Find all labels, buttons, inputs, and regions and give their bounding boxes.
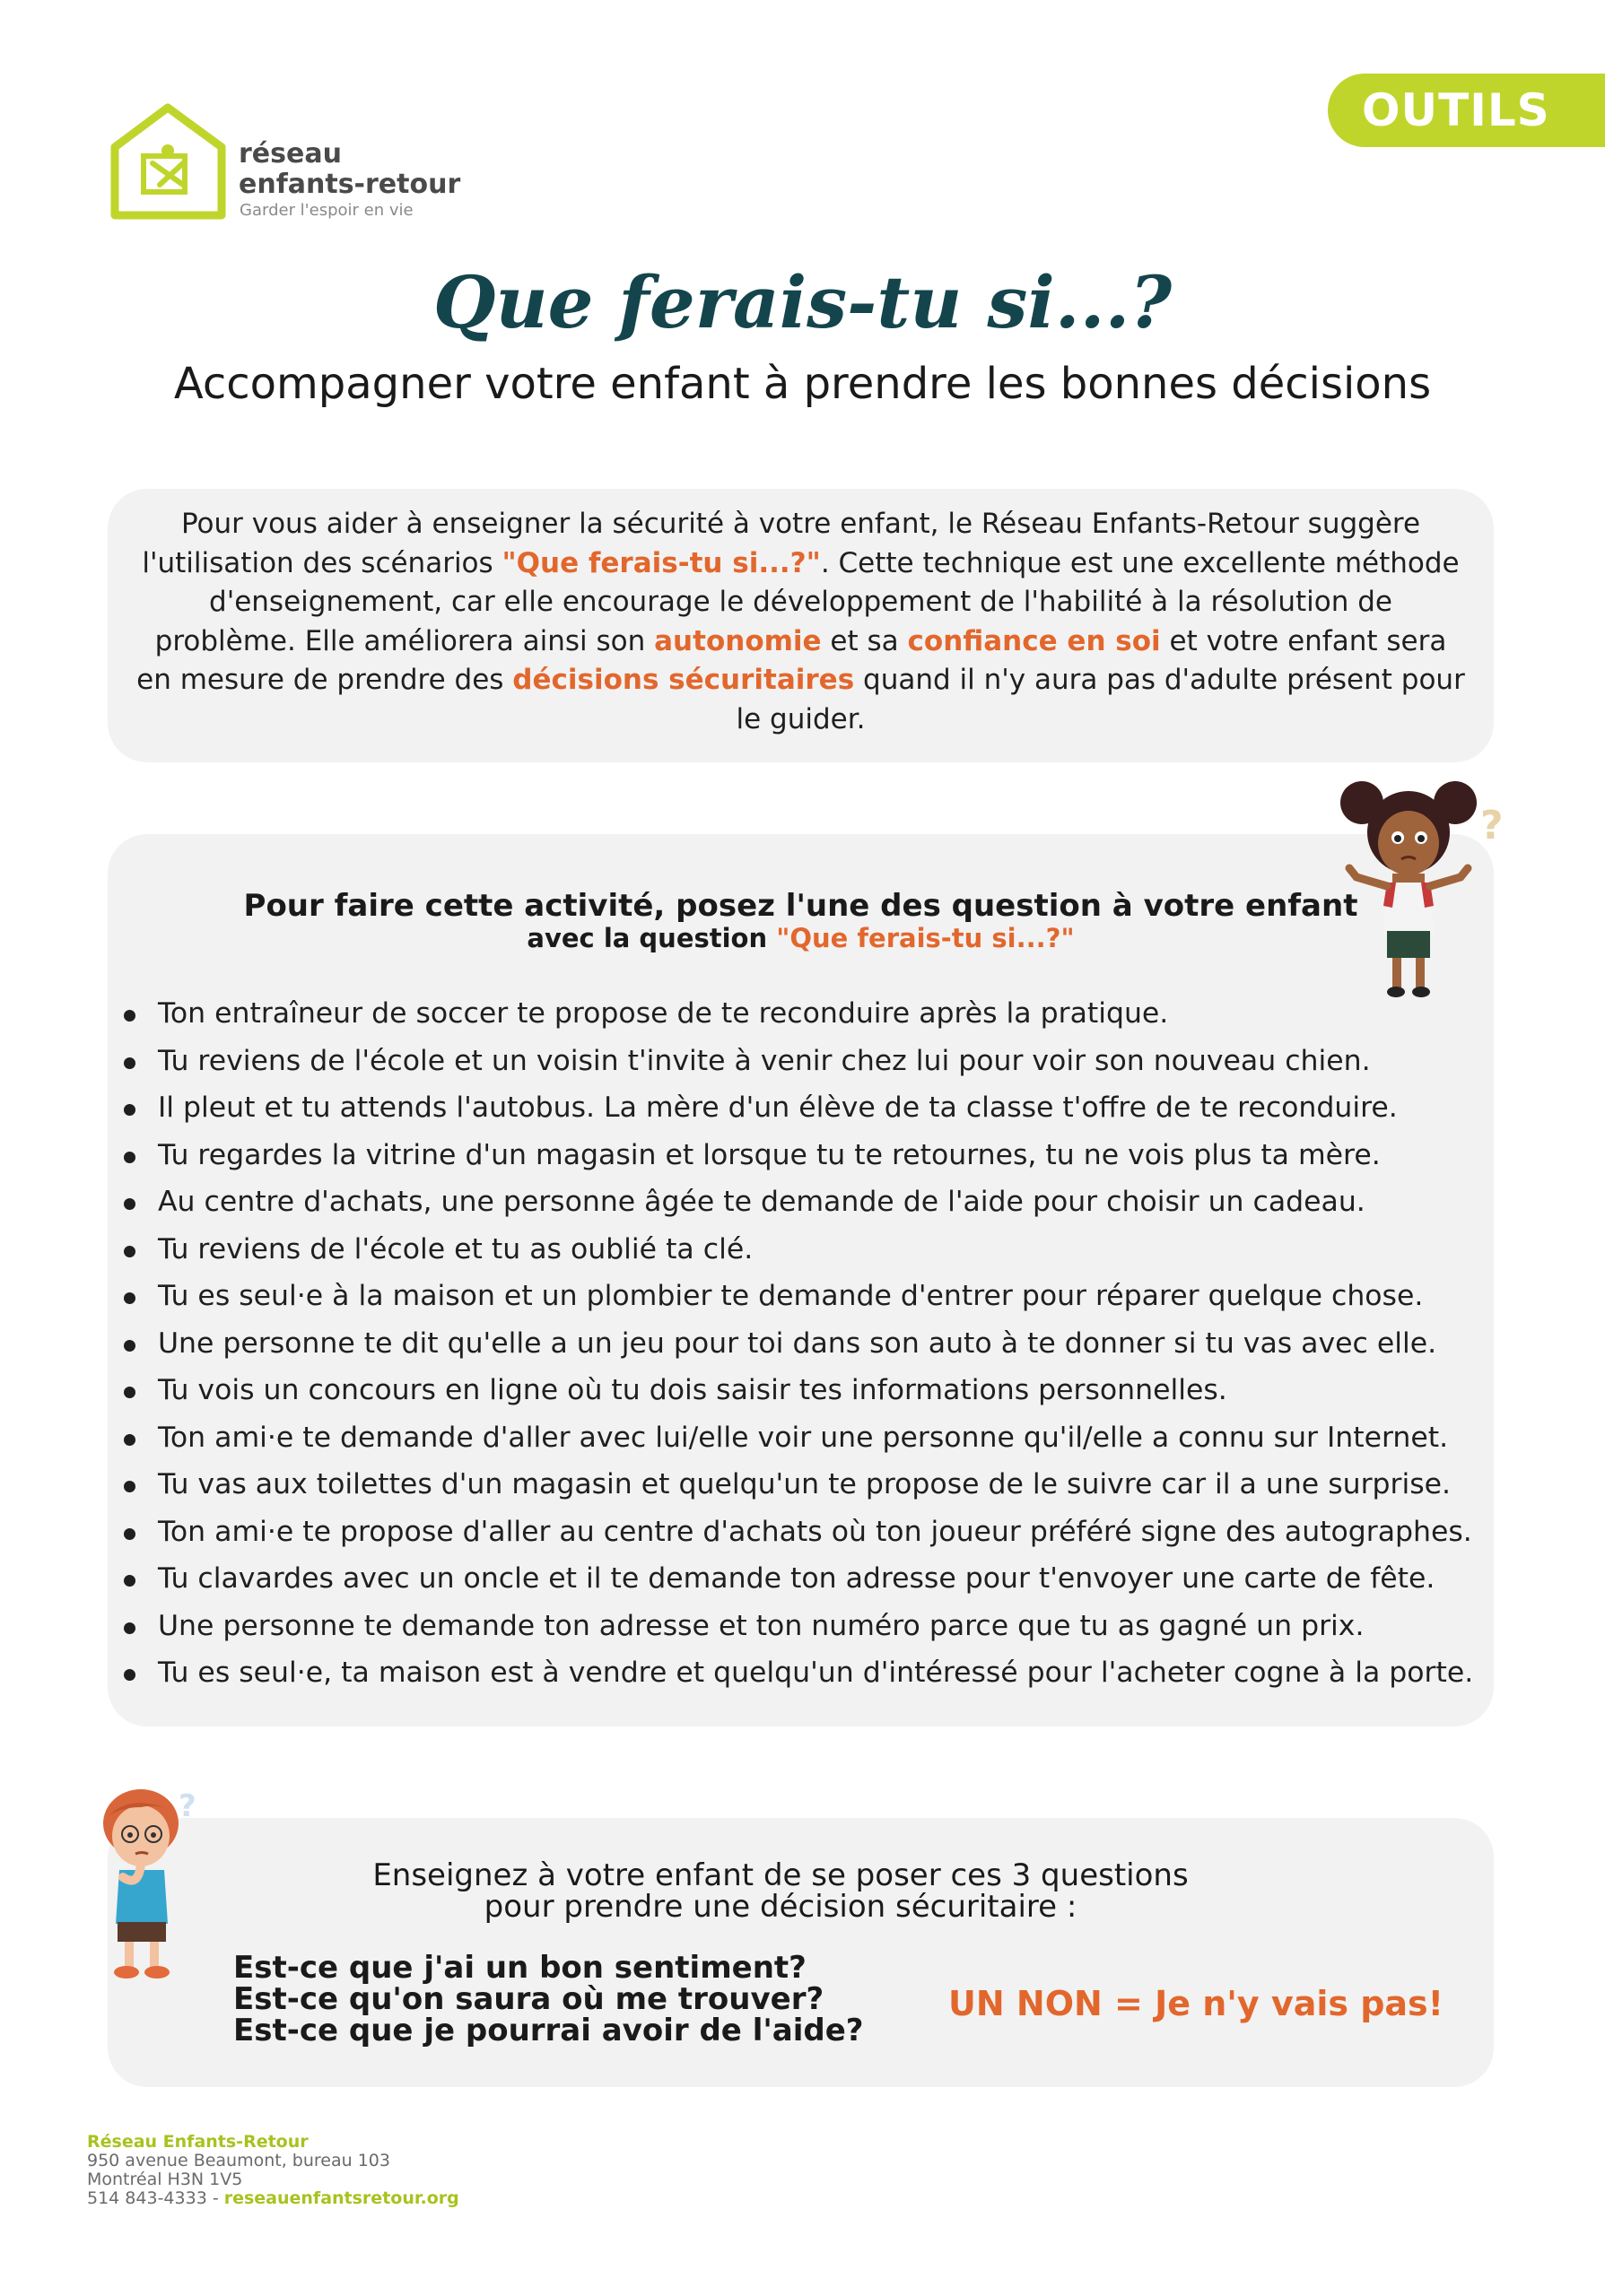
list-item: Tu es seul·e à la maison et un plombier te demande d'entrer pour réparer quelque chose. bbox=[124, 1275, 1487, 1323]
question-3: Est-ce que je pourrai avoir de l'aide? bbox=[233, 2013, 864, 2048]
page-subtitle: Accompagner votre enfant à prendre les bonnes décisions bbox=[173, 359, 1432, 409]
list-item: Ton ami·e te propose d'aller au centre d'achats où ton joueur préféré signe des autographes. bbox=[124, 1511, 1487, 1559]
footer-website-link[interactable]: reseauenfantsretour.org bbox=[223, 2188, 459, 2208]
list-item: Il pleut et tu attends l'autobus. La mère d'un élève de ta classe t'offre de te reconduire. bbox=[124, 1087, 1487, 1135]
list-item: Une personne te dit qu'elle a un jeu pour toi dans son auto à te donner si tu vas avec elle. bbox=[124, 1323, 1487, 1370]
list-item: Ton entraîneur de soccer te propose de te reconduire après la pratique. bbox=[124, 993, 1487, 1040]
logo-wordmark bbox=[239, 139, 460, 200]
house-logo-icon bbox=[108, 100, 229, 222]
question-1: Est-ce que j'ai un bon sentiment? bbox=[233, 1950, 807, 1986]
page-title: Que ferais-tu si...? bbox=[432, 260, 1173, 344]
svg-text:?: ? bbox=[1480, 803, 1504, 848]
footer-contact bbox=[87, 2189, 459, 2208]
footer-address1: 950 avenue Beaumont, bureau 103 bbox=[87, 2151, 390, 2170]
outils-tag: OUTILS bbox=[1328, 74, 1605, 147]
intro-highlight-autonomie: autonomie bbox=[654, 624, 822, 657]
intro-text-4: et votre enfant sera en mesure de prendre des bbox=[136, 624, 1447, 696]
confused-girl-illustration bbox=[1337, 771, 1507, 1004]
list-item: Tu regardes la vitrine d'un magasin et lorsque tu te retournes, tu ne vois plus ta mère. bbox=[124, 1135, 1487, 1182]
svg-text:?: ? bbox=[179, 1788, 196, 1824]
questions-intro-line2: pour prendre une décision sécuritaire : bbox=[484, 1889, 1077, 1925]
footer-address2: Montréal H3N 1V5 bbox=[87, 2170, 243, 2189]
activity-sub-prefix: avec la question bbox=[527, 923, 777, 953]
intro-text-3: et sa bbox=[821, 624, 908, 657]
list-item: Ton ami·e te demande d'aller avec lui/elle voir une personne qu'il/elle a connu sur Internet. bbox=[124, 1417, 1487, 1465]
list-item: Tu es seul·e, ta maison est à vendre et quelqu'un d'intéressé pour l'acheter cogne à la porte. bbox=[124, 1652, 1487, 1700]
list-item: Tu vas aux toilettes d'un magasin et quelqu'un te propose de le suivre car il a une surprise. bbox=[124, 1464, 1487, 1511]
list-item: Tu reviens de l'école et un voisin t'invite à venir chez lui pour voir son nouveau chien. bbox=[124, 1040, 1487, 1088]
footer-phone: 514 843-4333 - bbox=[87, 2188, 224, 2208]
list-item: Au centre d'achats, une personne âgée te demande de l'aide pour choisir un cadeau. bbox=[124, 1181, 1487, 1229]
intro-text-1: Pour vous aider à enseigner la sécurité à votre enfant, le Réseau Enfants-Retour suggère l'utilisation des scénarios bbox=[142, 508, 1421, 579]
activity-sub-highlight: "Que ferais-tu si...?" bbox=[776, 923, 1075, 953]
footer bbox=[87, 2133, 459, 2208]
intro-highlight-confiance: confiance en soi bbox=[907, 624, 1161, 657]
intro-text-5: quand il n'y aura pas d'adulte présent pour le guider. bbox=[736, 664, 1465, 735]
list-item: Tu vois un concours en ligne où tu dois saisir tes informations personnelles. bbox=[124, 1370, 1487, 1417]
safety-rule: UN NON = Je n'y vais pas! bbox=[948, 1984, 1444, 2023]
logo-line1: réseau bbox=[239, 138, 342, 170]
list-item: Tu reviens de l'école et tu as oublié ta clé. bbox=[124, 1229, 1487, 1276]
list-item: Une personne te demande ton adresse et ton numéro parce que tu as gagné un prix. bbox=[124, 1605, 1487, 1653]
thinking-boy-illustration bbox=[85, 1780, 211, 1982]
questions-intro bbox=[269, 1857, 1292, 1925]
logo-tagline: Garder l'espoir en vie bbox=[240, 201, 414, 220]
intro-highlight-scenarios: "Que ferais-tu si...?" bbox=[502, 546, 821, 579]
list-item: Tu clavardes avec un oncle et il te demande ton adresse pour t'envoyer une carte de fête. bbox=[124, 1558, 1487, 1605]
activity-heading: Pour faire cette activité, posez l'une des question à votre enfant bbox=[243, 888, 1358, 924]
activity-subheading bbox=[135, 923, 1467, 953]
scenario-list bbox=[124, 993, 1487, 1700]
intro-highlight-decisions: décisions sécuritaires bbox=[512, 664, 855, 696]
safety-questions bbox=[233, 1952, 863, 2047]
question-2: Est-ce qu'on saura où me trouver? bbox=[233, 1981, 824, 2017]
logo-line2: enfants-retour bbox=[239, 169, 461, 200]
intro-paragraph bbox=[135, 505, 1467, 739]
intro-text-2: . Cette technique est une excellente méthode d'enseignement, car elle encourage le développement de l'habilité à la résolution de problème. Elle améliorera ainsi son bbox=[154, 546, 1460, 657]
footer-org: Réseau Enfants-Retour bbox=[87, 2132, 309, 2152]
questions-intro-line1: Enseignez à votre enfant de se poser ces 3 questions bbox=[372, 1857, 1189, 1893]
